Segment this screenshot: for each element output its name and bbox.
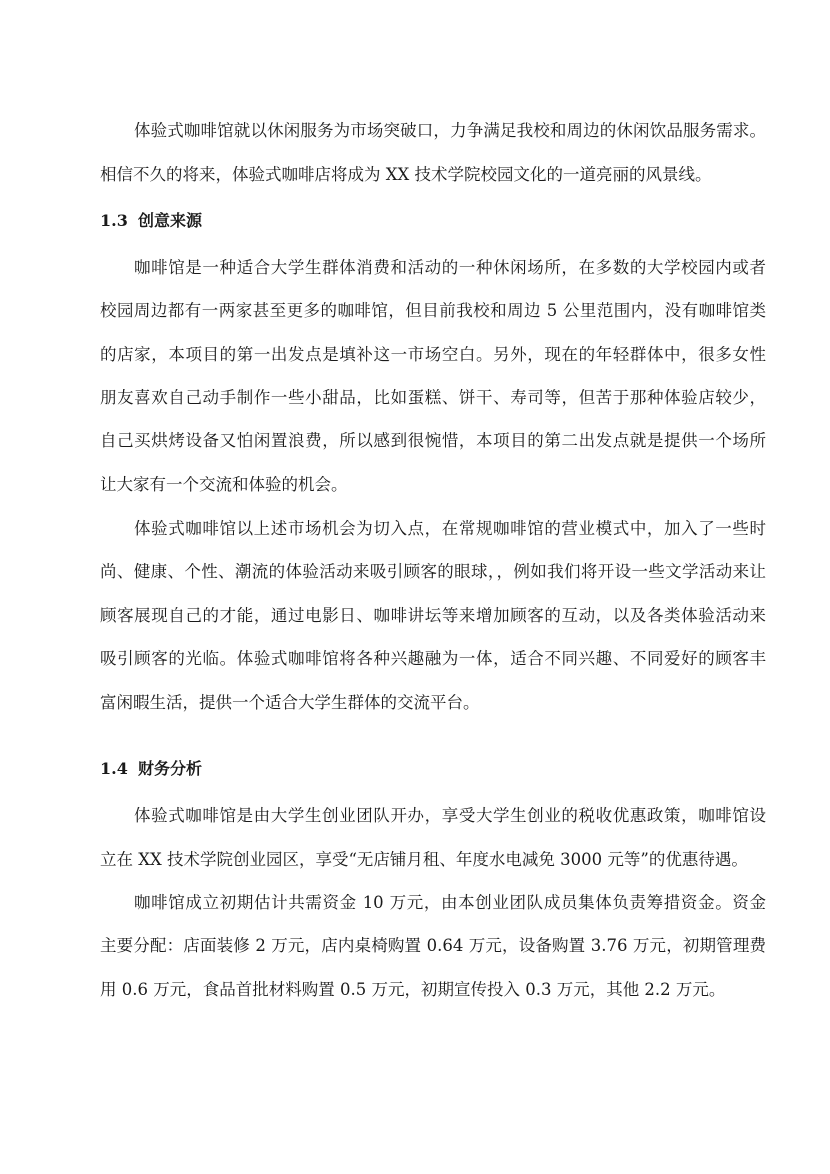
paragraph-line: 让大家有一个交流和体验的机会。 (100, 475, 348, 494)
paragraph-line: 顾客展现自己的才能，通过电影日、咖啡讲坛等来增加顾客的互动，以及各类体验活动来 (100, 606, 766, 625)
section-heading (100, 758, 202, 780)
paragraph-line: 体验式咖啡馆以上述市场机会为切入点，在常规咖啡馆的营业模式中，加入了一些时 (134, 519, 766, 538)
paragraph-line: 富闲暇生活，提供一个适合大学生群体的交流平台。 (100, 693, 480, 712)
paragraph-line: 用 0.6 万元，食品首批材料购置 0.5 万元，初期宣传投入 0.3 万元，其他 2.2 万元。 (100, 980, 726, 999)
section-number: 1.4 (100, 759, 128, 778)
section-heading (100, 210, 202, 232)
paragraph-line: 尚、健康、个性、潮流的体验活动来吸引顾客的眼球，，例如我们将开设一些文学活动来让 (100, 562, 766, 581)
paragraph-line: 的店家，本项目的第一出发点是填补这一市场空白。另外，现在的年轻群体中，很多女性 (100, 345, 766, 364)
section-number: 1.3 (100, 211, 128, 230)
section-title: 创意来源 (138, 211, 203, 230)
paragraph-line: 咖啡馆成立初期估计共需资金 10 万元，由本创业团队成员集体负责筹措资金。资金 (134, 893, 766, 912)
paragraph-line: 主要分配：店面装修 2 万元，店内桌椅购置 0.64 万元，设备购置 3.76 万元，初期管理费 (100, 936, 766, 955)
section-title: 财务分析 (138, 759, 203, 778)
paragraph-line: 体验式咖啡馆是由大学生创业团队开办，享受大学生创业的税收优惠政策，咖啡馆设 (134, 806, 766, 825)
paragraph-line: 立在 XX 技术学院创业园区，享受“无店铺月租、年度水电减免 3000 元等”的优惠待遇。 (100, 850, 748, 869)
paragraph-line: 咖啡馆是一种适合大学生群体消费和活动的一种休闲场所，在多数的大学校园内或者 (134, 258, 766, 277)
paragraph-line: 自己买烘烤设备又怕闲置浪费，所以感到很惋惜，本项目的第二出发点就是提供一个场所 (100, 431, 766, 450)
paragraph-line: 吸引顾客的光临。体验式咖啡馆将各种兴趣融为一体，适合不同兴趣、不同爱好的顾客丰 (100, 649, 766, 668)
paragraph-line: 相信不久的将来，体验式咖啡店将成为 XX 技术学院校园文化的一道亮丽的风景线。 (100, 165, 712, 184)
paragraph-line: 朋友喜欢自己动手制作一些小甜品，比如蛋糕、饼干、寿司等，但苦于那种体验店较少， (100, 388, 766, 407)
paragraph-line: 校园周边都有一两家甚至更多的咖啡馆，但目前我校和周边 5 公里范围内，没有咖啡馆类 (100, 301, 766, 320)
paragraph-line: 体验式咖啡馆就以休闲服务为市场突破口，力争满足我校和周边的休闲饮品服务需求。 (134, 121, 766, 140)
